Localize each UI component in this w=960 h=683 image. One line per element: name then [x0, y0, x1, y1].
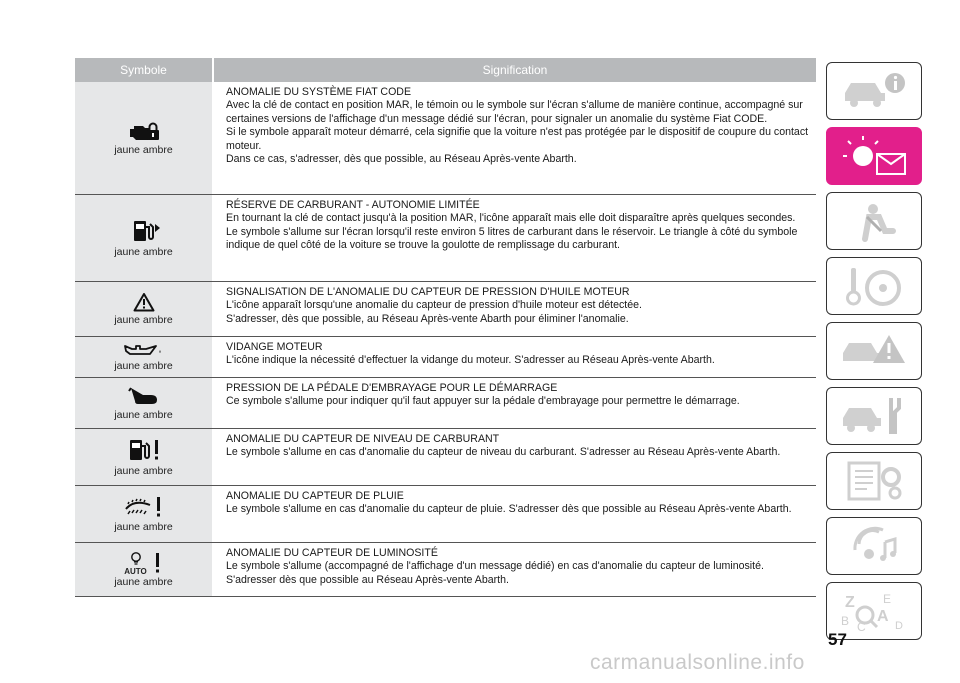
fuel-pump-icon [127, 218, 161, 244]
exclamation-icon [153, 552, 163, 574]
clutch-pedal-icon [127, 385, 161, 407]
table-row [75, 282, 816, 337]
meaning-cell [212, 195, 816, 281]
row-title: ANOMALIE DU CAPTEUR DE PLUIE [226, 490, 404, 502]
color-label: jaune ambre [114, 409, 173, 421]
engine-lock-icon [127, 120, 161, 142]
color-label: jaune ambre [114, 314, 173, 326]
car-accident-icon [837, 329, 911, 373]
table-row [75, 337, 816, 378]
tab-car-info[interactable] [826, 62, 922, 120]
page-number: 57 [828, 630, 847, 649]
symbol-column-header: Symbole [120, 63, 167, 77]
car-info-icon [837, 69, 911, 113]
light-sensor-fault-icon [124, 551, 163, 576]
table-row [75, 429, 816, 486]
tab-safety[interactable] [826, 192, 922, 250]
color-label: jaune ambre [114, 521, 173, 533]
table-header [75, 58, 816, 82]
row-title: RÉSERVE DE CARBURANT - AUTONOMIE LIMITÉE [226, 199, 480, 211]
meaning-column-header: Signification [212, 58, 816, 82]
row-title: ANOMALIE DU CAPTEUR DE LUMINOSITÉ [226, 547, 438, 559]
watermark: carmanualsonline.info [590, 651, 805, 674]
warning-light-message-icon [837, 134, 911, 178]
meaning-cell [212, 337, 816, 377]
tab-emergency[interactable] [826, 322, 922, 380]
row-description: L'icône apparaît lorsqu'une anomalie du capteur de pression d'huile moteur est détectée. S'adresser, dès que possible, au Réseau Après-vente Abarth pour éliminer l'anomalie. [226, 299, 642, 325]
svg-text:D: D [895, 620, 903, 632]
tab-maintenance[interactable] [826, 387, 922, 445]
seatbelt-airbag-icon [837, 199, 911, 243]
key-steering-wheel-icon [837, 264, 911, 308]
svg-text:A: A [877, 608, 889, 625]
symbol-cell [75, 486, 212, 542]
svg-text:Z: Z [845, 594, 855, 611]
tab-warning-lights[interactable] [826, 127, 922, 185]
table-row [75, 378, 816, 429]
warning-lights-table [75, 58, 816, 597]
symbol-cell [75, 337, 212, 377]
row-title: ANOMALIE DU SYSTÈME FIAT CODE [226, 86, 412, 98]
tab-multimedia[interactable] [826, 517, 922, 575]
row-description: Le symbole s'allume (accompagné de l'affichage d'un message dédié) en cas d'anomalie du capteur de luminosité. S'adresser dès que possible au Réseau Après-vente Abarth. [226, 560, 764, 586]
row-title: VIDANGE MOTEUR [226, 341, 323, 353]
symbol-cell [75, 543, 212, 596]
warning-triangle-icon [133, 292, 155, 312]
meaning-cell [212, 378, 816, 428]
technical-data-icon [837, 459, 911, 503]
row-description: En tournant la clé de contact jusqu'à la position MAR, l'icône apparaît mais elle doit disparaître après quelques secondes. Le symbole s'allume sur l'écran lorsqu'il reste environ 5 litres de carburant dans le réservoir. Le triangle à côté du symbole indique de quel côté de la voiture se trouve la goulotte de remplissage du carburant. [226, 212, 798, 252]
meaning-cell [212, 486, 816, 542]
auto-light-icon [124, 551, 147, 576]
multimedia-icon [837, 524, 911, 568]
meaning-cell [212, 282, 816, 336]
table-row [75, 82, 816, 195]
color-label: jaune ambre [114, 576, 173, 588]
symbol-cell [75, 378, 212, 428]
symbol-cell [75, 282, 212, 336]
row-description: Le symbole s'allume en cas d'anomalie du capteur de niveau du carburant. S'adresser au Réseau Après-vente Abarth. [226, 446, 781, 459]
bulb-icon [129, 551, 143, 565]
row-title: SIGNALISATION DE L'ANOMALIE DU CAPTEUR DE PRESSION D'HUILE MOTEUR [226, 286, 630, 298]
auto-label: AUTO [124, 567, 147, 576]
svg-text:E: E [883, 592, 892, 606]
table-row [75, 543, 816, 597]
rain-sensor-fault-icon [124, 495, 164, 519]
oil-can-icon [123, 342, 165, 358]
fuel-sensor-fault-icon [126, 437, 162, 463]
row-description: Le symbole s'allume en cas d'anomalie du capteur de pluie. S'adresser dès que possible au Réseau Après-vente Abarth. [226, 503, 792, 516]
row-title: ANOMALIE DU CAPTEUR DE NIVEAU DE CARBURANT [226, 433, 500, 445]
symbol-cell [75, 429, 212, 485]
color-label: jaune ambre [114, 360, 173, 372]
table-row [75, 195, 816, 282]
meaning-cell [212, 82, 816, 194]
color-label: jaune ambre [114, 465, 173, 477]
symbol-cell [75, 195, 212, 281]
chapter-tabs [826, 62, 926, 647]
svg-text:C: C [857, 620, 866, 633]
meaning-cell [212, 429, 816, 485]
car-maintenance-icon [837, 394, 911, 438]
color-label: jaune ambre [114, 144, 173, 156]
table-row [75, 486, 816, 543]
color-label: jaune ambre [114, 246, 173, 258]
row-description: L'icône indique la nécessité d'effectuer la vidange du moteur. S'adresser au Réseau Après-vente Abarth. [226, 354, 715, 367]
row-title: PRESSION DE LA PÉDALE D'EMBRAYAGE POUR LE DÉMARRAGE [226, 382, 558, 394]
meaning-cell [212, 543, 816, 596]
tab-starting-driving[interactable] [826, 257, 922, 315]
index-alphabet-icon [837, 589, 911, 633]
tab-technical-data[interactable] [826, 452, 922, 510]
row-description: Ce symbole s'allume pour indiquer qu'il faut appuyer sur la pédale d'embrayage pour permettre le démarrage. [226, 395, 740, 408]
svg-text:B: B [841, 614, 850, 628]
row-description: Avec la clé de contact en position MAR, le témoin ou le symbole sur l'écran s'allume de manière continue, accompagné sur certaines versions de l'affichage d'un message dédié sur l'écran, pour signaler un anomalie du système Fiat CODE. Si le symbole apparaît moteur démarré, cela signifie que la voiture n'est pas protégée par le dispositif de coupure du contact moteur. Dans ce cas, s'adresser, dès que possible, au Réseau Après-vente Abarth. [226, 99, 809, 166]
symbol-cell [75, 82, 212, 194]
